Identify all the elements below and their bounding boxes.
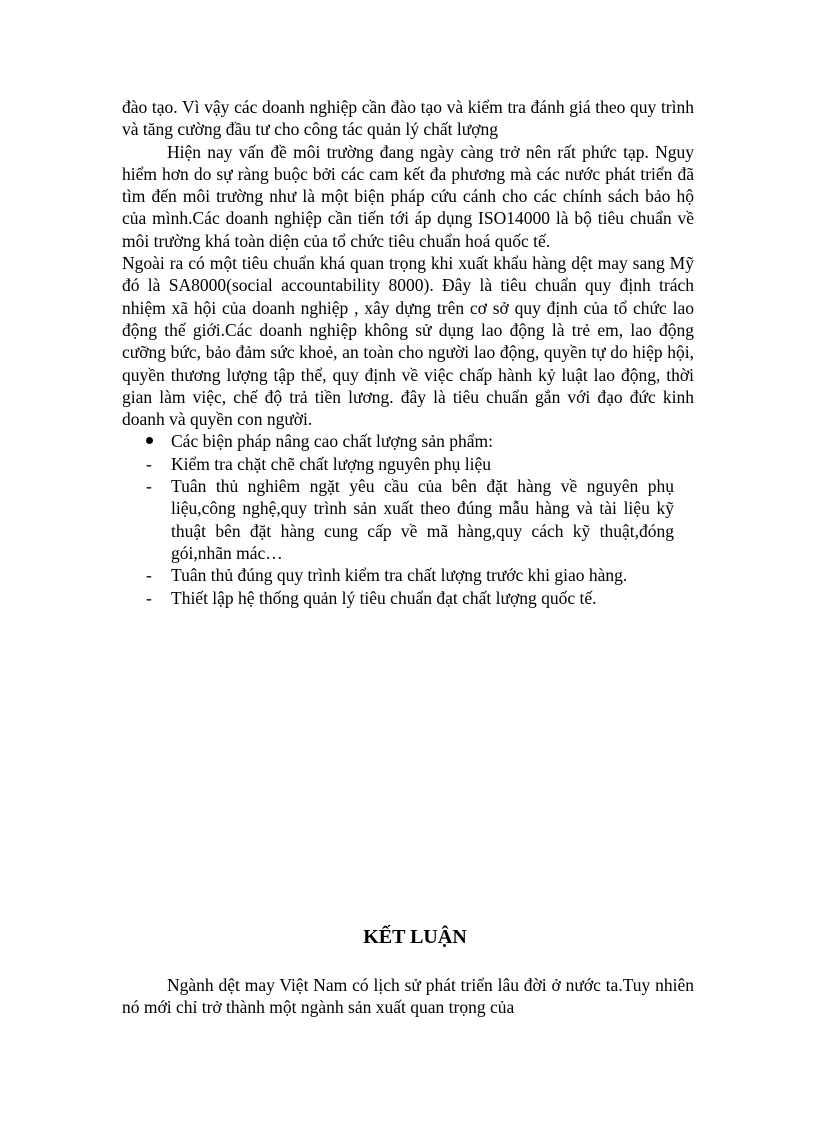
bullet-icon [146, 437, 153, 444]
dash-marker: - [146, 565, 152, 586]
dash-item-label: Tuân thủ nghiêm ngặt yêu cầu của bên đặt hàng về nguyên phụ liệu,công nghệ,quy trình sản xuất theo đúng mẫu hàng và tài liệu kỹ thuật bên đặt hàng cung cấp về mã hàng,quy cách kỹ thuật,đóng gói,nhãn mác… [171, 476, 674, 563]
blank-space [122, 609, 694, 924]
heading-gap [122, 950, 694, 974]
paragraph-training: đào tạo. Vì vậy các doanh nghiệp cần đào tạo và kiểm tra đánh giá theo quy trình và tăng cường đầu tư cho công tác quản lý chất lượng [122, 97, 694, 140]
dash-item-customer-requirements [122, 475, 674, 564]
conclusion-heading: KẾT LUẬN [363, 925, 467, 948]
dash-item-material-inspection [122, 453, 674, 475]
dash-item-label: Thiết lập hệ thống quản lý tiêu chuẩn đạt chất lượng quốc tế. [171, 587, 597, 608]
dash-item-quality-check [122, 564, 674, 586]
bullet-item-label: Các biện pháp nâng cao chất lượng sản phẩm: [171, 431, 493, 452]
paragraph-environment: Hiện nay vấn đề môi trường đang ngày càng trở nên rất phức tạp. Nguy hiểm hơn do sự ràng buộc bởi các cam kết đa phương mà các nước phát triển đã tìm đến môi trường như là một biện pháp cứu cánh cho các chính sách bảo hộ của mình.Các doanh nghiệp cần tiến tới áp dụng ISO14000 là bộ tiêu chuẩn về môi trường khá toàn diện của tổ chức tiêu chuẩn hoá quốc tế. [122, 141, 694, 251]
dash-marker: - [146, 587, 152, 608]
bullet-item-measures-heading [122, 430, 674, 452]
dash-marker: - [146, 476, 152, 497]
measures-list [122, 430, 694, 608]
dash-item-label: Tuân thủ đúng quy trình kiểm tra chất lượng trước khi giao hàng. [171, 565, 628, 586]
paragraph-conclusion: Ngành dệt may Việt Nam có lịch sử phát triển lâu đời ở nước ta.Tuy nhiên nó mới chỉ trở thành một ngành sản xuất quan trọng của [122, 974, 694, 1018]
dash-item-management-system [122, 587, 674, 609]
dash-item-label: Kiểm tra chặt chẽ chất lượng nguyên phụ liệu [171, 453, 492, 474]
document-page [122, 96, 694, 1018]
dash-marker: - [146, 453, 152, 474]
paragraph-sa8000: Ngoài ra có một tiêu chuẩn khá quan trọng khi xuất khẩu hàng dệt may sang Mỹ đó là SA8000(social accountability 8000). Đây là tiêu chuẩn quy định trách nhiệm xã hội của doanh nghiệp , xây dựng trên cơ sở quy định của tổ chức lao động thế giới.Các doanh nghiệp không sử dụng lao động là trẻ em, lao động cưỡng bức, bảo đảm sức khoẻ, an toàn cho người lao động, quyền tự do hiệp hội, quyền thương lượng tập thể, quy định về việc chấp hành kỷ luật lao động, thời gian làm việc, chế độ trả tiền lương. đây là tiêu chuẩn gắn với đạo đức kinh doanh và quyền con người. [122, 253, 694, 430]
